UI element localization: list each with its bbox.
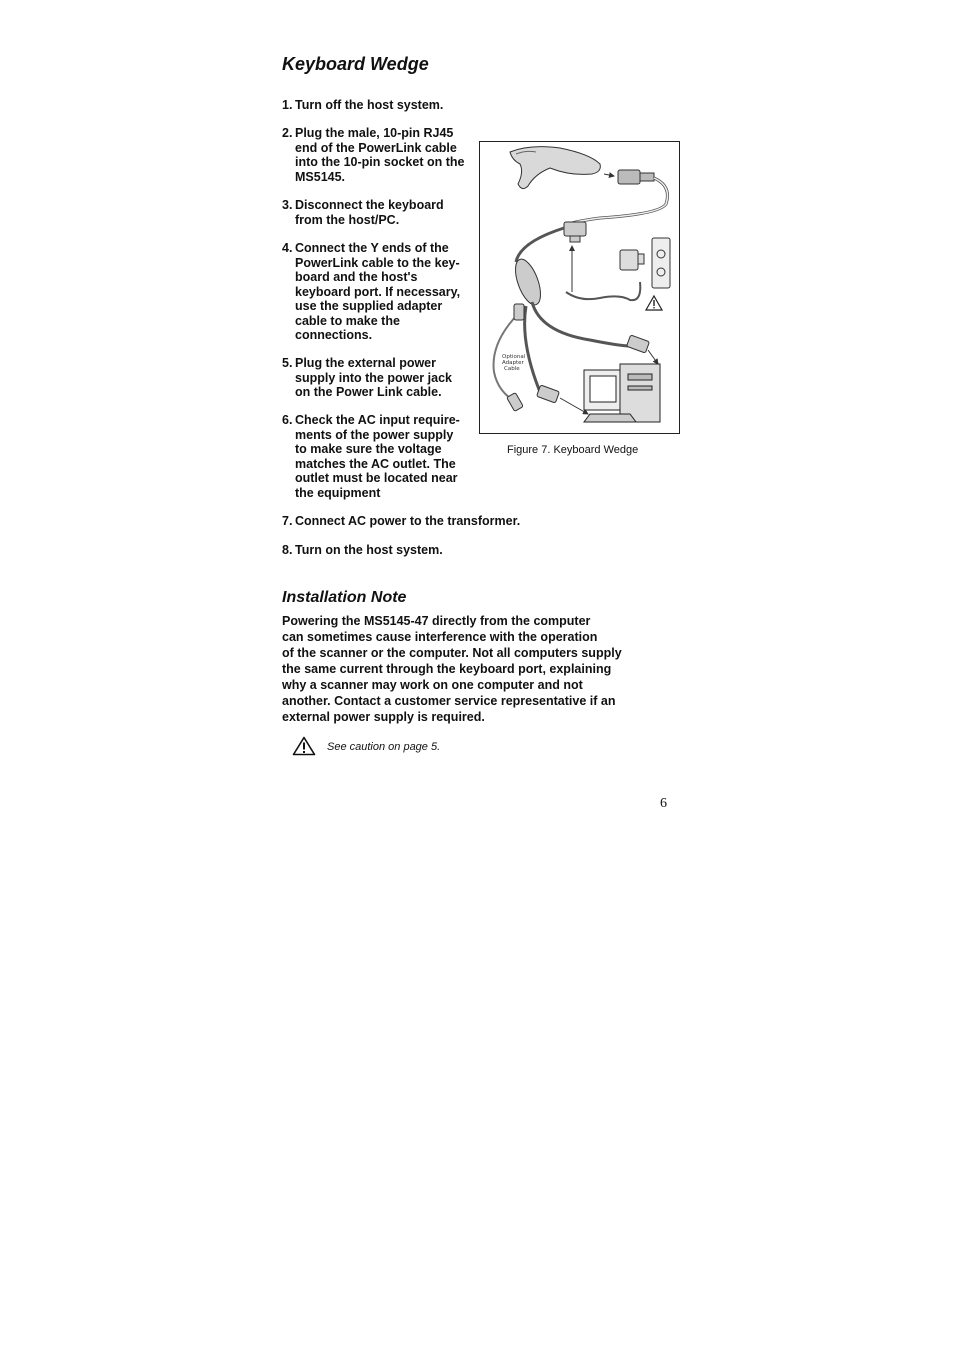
- step-line: Turn off the host system.: [295, 98, 444, 112]
- note-line: why a scanner may work on one computer and not: [282, 678, 583, 692]
- page-title: Keyboard Wedge: [282, 54, 429, 74]
- rj45-connector-icon: [618, 170, 654, 184]
- keyboard-wedge-illustration: [480, 142, 679, 433]
- step-line: Plug the external power: [295, 356, 437, 370]
- caution-text: See caution on page 5.: [327, 741, 441, 753]
- step-line: cable to make the: [295, 313, 400, 328]
- step-line: from the host/PC.: [295, 212, 400, 227]
- step-line: the equipment: [295, 485, 381, 500]
- step-number: 2.: [282, 126, 293, 140]
- step-line: Plug the male, 10-pin RJ45: [295, 126, 454, 140]
- note-line: another. Contact a customer service representative if an: [282, 694, 616, 708]
- step-number: 8.: [282, 543, 293, 557]
- step-8: [282, 543, 443, 558]
- step-line: use the supplied adapter: [295, 299, 443, 313]
- ps2-connector-icon: [627, 335, 650, 353]
- adapter-label-line: Cable: [504, 366, 520, 372]
- step-line: supply into the power jack: [295, 370, 452, 385]
- power-supply-icon: [620, 250, 644, 270]
- page-number: 6: [660, 796, 667, 811]
- step-number: 7.: [282, 514, 293, 528]
- step-6: [282, 413, 460, 500]
- step-line: matches the AC outlet. The: [295, 456, 456, 471]
- adapter-label-line: Adapter: [502, 360, 524, 366]
- keyboard-wedge-figure: [479, 141, 680, 434]
- step-line: on the Power Link cable.: [295, 385, 442, 399]
- step-line: Connect AC power to the transformer.: [295, 514, 521, 528]
- note-line: external power supply is required.: [282, 710, 485, 724]
- pc-connector-icon: [537, 385, 560, 403]
- ferrite-icon: [510, 256, 545, 308]
- computer-icon: [584, 364, 660, 422]
- step-number: 4.: [282, 241, 293, 255]
- step-4: [282, 241, 460, 343]
- step-number: 1.: [282, 98, 293, 112]
- step-number: 5.: [282, 356, 293, 370]
- step-number: 3.: [282, 198, 293, 212]
- step-line: keyboard port. If necessary,: [295, 284, 461, 299]
- step-2: [282, 126, 464, 184]
- figure-caption: Figure 7. Keyboard Wedge: [507, 444, 639, 456]
- scanner-icon: [510, 147, 600, 189]
- note-line: can sometimes cause interference with the operation: [282, 630, 598, 644]
- step-line: Check the AC input require-: [295, 413, 460, 427]
- note-line: the same current through the keyboard port, explaining: [282, 662, 612, 676]
- step-line: MS5145.: [295, 169, 346, 184]
- installation-note-title: Installation Note: [282, 589, 407, 606]
- step-line: Disconnect the keyboard: [295, 198, 444, 212]
- note-line: Powering the MS5145-47 directly from the computer: [282, 614, 591, 628]
- step-line: Turn on the host system.: [295, 543, 443, 557]
- step-line: connections.: [295, 328, 373, 342]
- warning-triangle-icon: [292, 736, 316, 756]
- step-line: ments of the power supply: [295, 427, 454, 442]
- adapter-label-line: Optional: [502, 354, 526, 360]
- step-line: into the 10-pin socket on the: [295, 155, 465, 169]
- step-1: [282, 98, 443, 113]
- step-7: [282, 514, 520, 529]
- step-line: Connect the Y ends of the: [295, 241, 449, 255]
- step-3: [282, 198, 444, 227]
- note-line: of the scanner or the computer. Not all computers supply: [282, 646, 622, 660]
- step-line: PowerLink cable to the key-: [295, 255, 460, 270]
- y-splitter-icon: [564, 222, 586, 242]
- step-line: end of the PowerLink cable: [295, 140, 457, 155]
- installation-note-body: [282, 613, 662, 725]
- wall-outlet-icon: [652, 238, 670, 288]
- warning-triangle-icon: [646, 296, 662, 310]
- step-line: board and the host's: [295, 270, 418, 284]
- step-5: [282, 356, 452, 400]
- step-line: outlet must be located near: [295, 471, 458, 485]
- step-number: 6.: [282, 413, 293, 427]
- step-line: to make sure the voltage: [295, 442, 442, 456]
